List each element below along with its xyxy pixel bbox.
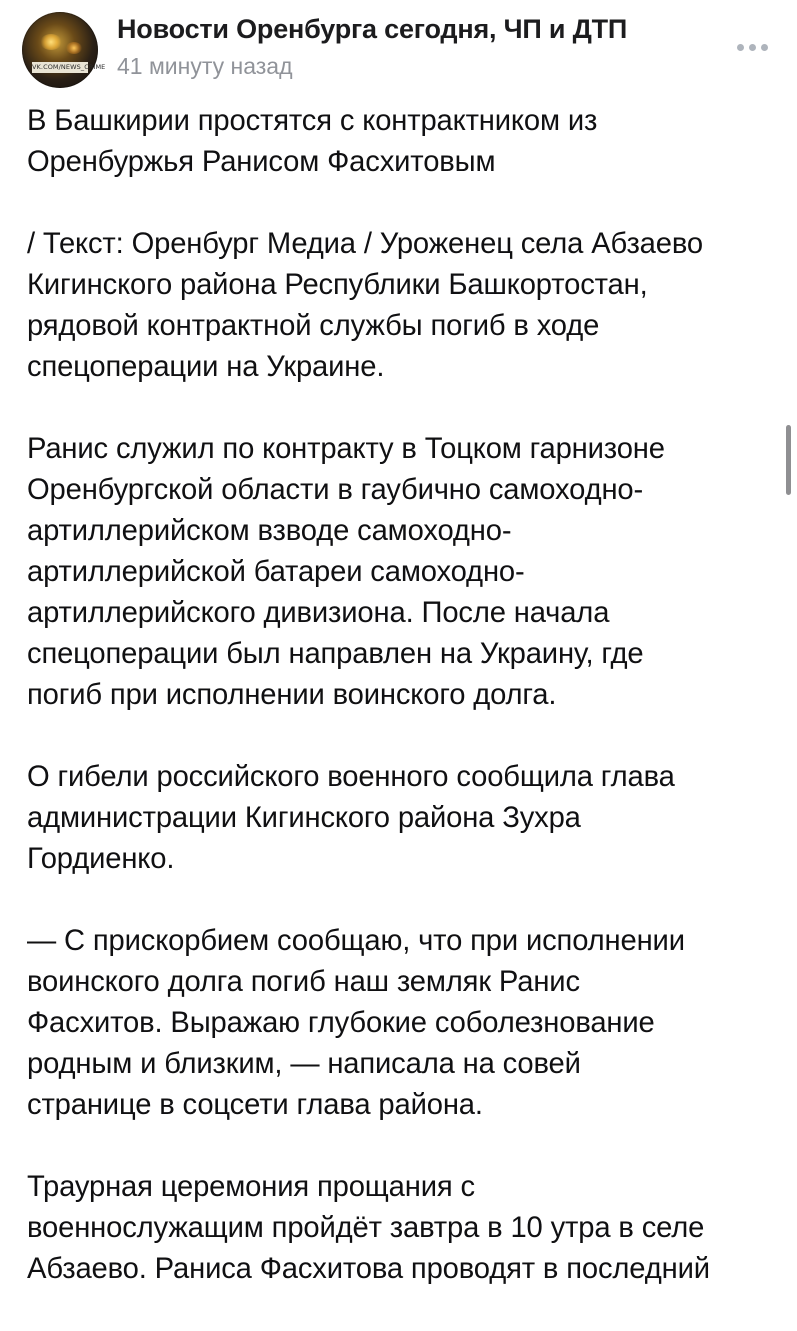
group-name-link[interactable]: Новости Оренбурга сегодня, ЧП и ДТП bbox=[117, 14, 628, 44]
text-line: родным и близким, — написала на совей bbox=[27, 1048, 581, 1080]
post-text bbox=[27, 101, 779, 1331]
text-line: Гордиенко. bbox=[27, 843, 175, 875]
text-line: воинского долга погиб наш земляк Ранис bbox=[27, 966, 580, 998]
text-line: спецоперации на Украине. bbox=[27, 351, 385, 383]
text-line: артиллерийской батареи самоходно- bbox=[27, 556, 525, 588]
text-line: рядовой контрактной службы погиб в ходе bbox=[27, 310, 600, 342]
text-line: — С прискорбием сообщаю, что при исполнении bbox=[27, 925, 685, 957]
post-paragraph bbox=[27, 1167, 779, 1290]
post-paragraph bbox=[27, 921, 779, 1126]
text-line: Траурная церемония прощания с bbox=[27, 1171, 475, 1203]
post-paragraph bbox=[27, 101, 779, 183]
text-line: военнослужащим пройдёт завтра в 10 утра в селе bbox=[27, 1212, 705, 1244]
text-line: Ранис служил по контракту в Тоцком гарнизоне bbox=[27, 433, 665, 465]
text-line: спецоперации был направлен на Украину, где bbox=[27, 638, 644, 670]
text-line: Оренбуржья Ранисом Фасхитовым bbox=[27, 146, 496, 178]
avatar-fire-glow bbox=[66, 42, 82, 54]
post-paragraph bbox=[27, 757, 779, 880]
text-line: Оренбургской области в гаубично самоходно- bbox=[27, 474, 644, 506]
more-horizontal-icon[interactable] bbox=[730, 32, 774, 62]
text-line: погиб при исполнении воинского долга. bbox=[27, 679, 557, 711]
avatar-badge: VK.COM/NEWS_CRIME bbox=[32, 63, 106, 71]
text-line: В Башкирии простятся с контрактником из bbox=[27, 105, 598, 137]
more-dot bbox=[737, 44, 744, 51]
group-avatar[interactable] bbox=[22, 12, 106, 88]
post-paragraph bbox=[27, 224, 779, 388]
text-line: артиллерийского дивизиона. После начала bbox=[27, 597, 610, 629]
text-line: О гибели российского военного сообщила глава bbox=[27, 761, 675, 793]
text-line: Кигинского района Республики Башкортостан, bbox=[27, 269, 648, 301]
text-line: администрации Кигинского района Зухра bbox=[27, 802, 581, 834]
more-dot bbox=[761, 44, 768, 51]
text-line: Фасхитов. Выражаю глубокие соболезнование bbox=[27, 1007, 655, 1039]
text-line: / Текст: Оренбург Медиа / Уроженец села Абзаево bbox=[27, 228, 703, 260]
text-line: странице в соцсети глава района. bbox=[27, 1089, 483, 1121]
avatar-fire-glow bbox=[40, 34, 62, 50]
more-dot bbox=[749, 44, 756, 51]
post-paragraph bbox=[27, 429, 779, 716]
text-line: Абзаево. Раниса Фасхитова проводят в последний bbox=[27, 1253, 710, 1285]
post-header bbox=[0, 0, 797, 100]
text-line: артиллерийском взводе самоходно- bbox=[27, 515, 512, 547]
post-timestamp[interactable]: 41 минуту назад bbox=[117, 53, 293, 79]
scrollbar-thumb[interactable] bbox=[786, 425, 791, 495]
